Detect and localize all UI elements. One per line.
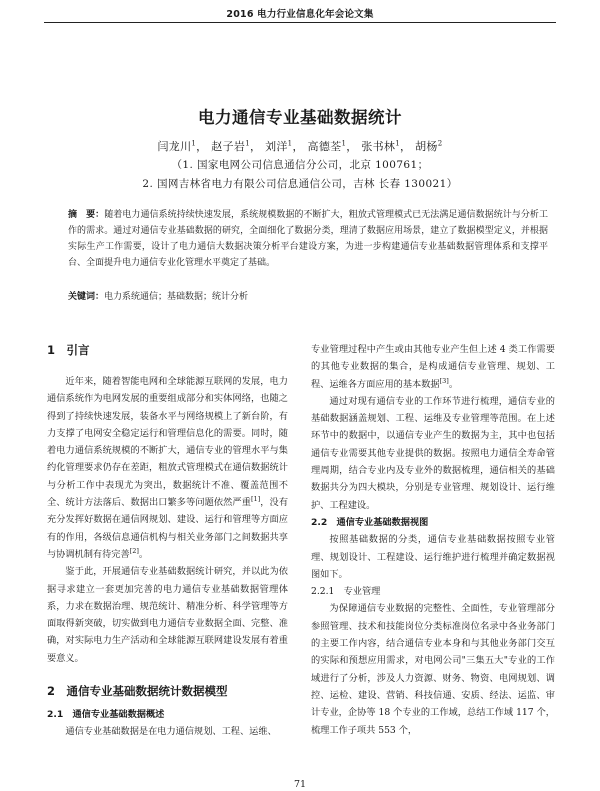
author-list: 闫龙川$^1$， 赵子岩$^1$， 刘洋$^1$， 高德荃$^1$， 张书林$^1$， 胡杨$^2$ bbox=[157, 139, 443, 153]
abstract-text: 随着电力通信系统持续快速发展，系统规模数据的不断扩大，粗放式管理模式已无法满足通信数据统计与分析工作的需求。通过对通信专业基础数据的研究，全面细化了数据分类，理清了数据应用场景，建立了数据模型定义，并根据实际生产工作需要，设计了电力通信大数据决策分析平台建设方案，为进一步构建通信专业基础数据管理体系和支撑平台、全面提升电力通信专业化管理水平奠定了基础。 bbox=[68, 210, 548, 268]
citation: [3] bbox=[439, 376, 449, 385]
keywords-label: 关键词： bbox=[68, 292, 105, 302]
author-affiliation-mark: 1 bbox=[245, 139, 250, 148]
affiliation-1: （1. 国家电网公司信息通信分公司，北京 100761； bbox=[171, 159, 429, 171]
author-name: 高德荃 bbox=[307, 140, 342, 153]
author-name: 张书林 bbox=[361, 140, 396, 153]
abstract bbox=[68, 207, 548, 271]
section-2-2-1-heading: 2.2.1 专业管理 bbox=[311, 586, 381, 598]
affiliation-2: 2. 国网吉林省电力有限公司信息通信公司，吉林 长春 130021） bbox=[142, 178, 458, 190]
author-name: 闫龙川 bbox=[157, 140, 192, 153]
section-2-heading: 2 通信专业基础数据统计数据模型 bbox=[47, 684, 228, 699]
paper-title: 电力通信专业基础数据统计 bbox=[198, 108, 402, 127]
left-column bbox=[47, 341, 288, 741]
header-rule bbox=[44, 22, 556, 23]
section-2-1-paragraph-1: 通信专业基础数据是在电力通信规划、工程、运维、 bbox=[65, 726, 277, 738]
section-1-paragraph-1: 近年来，随着智能电网和全球能源互联网的发展，电力通信系统作为电网发展的重要组成部分和实体网络，也随之得到了持续快速发展，装备水平与网络规模上了新台阶，有力支撑了电网安全稳定运行和管理信息化的需要。同时，随着电力通信系统规模的不断扩大，通信专业的管理水平与集约化管理要求仍存在差距，粗放式管理模式在通信数据统计与分析工作中表现尤为突出，数据统计不准、覆盖范围不全、统计方法落后、数据出口繁多等问题依然严重[1]，没有充分发挥好数据在通信网规划、建设、运行和管理等方面应有的作用，各级信息通信机构与相关业务部门之间数据共享与协调机制有待完善[2]。 bbox=[47, 376, 289, 560]
section-2-2-paragraph-1: 按照基础数据的分类，通信专业基础数据按照专业管理、规划设计、工程建设、运行维护进行梳理并确定数据视图如下。 bbox=[311, 534, 555, 580]
section-1-heading: 1 引言 bbox=[47, 343, 90, 357]
citation: [2] bbox=[129, 546, 139, 555]
author-affiliation-mark: 1 bbox=[287, 139, 293, 148]
section-2-1-paragraph-1-continued: 专业管理过程中产生或由其他专业产生但上述 4 类工作需要的其他专业数据的集合，是构成通信专业管理、规划、工程、运维各方面应用的基本数据[3]。 bbox=[311, 344, 555, 390]
running-header: 2016 电力行业信息化年会论文集 bbox=[226, 9, 374, 20]
author-affiliation-mark: 1 bbox=[395, 139, 400, 148]
author-name: 赵子岩 bbox=[211, 140, 246, 153]
keywords bbox=[68, 290, 548, 304]
section-1-paragraph-2: 鉴于此，开展通信专业基础数据统计研究，并以此为依据寻求建立一套更加完善的电力通信专业基础数据管理体系，力求在数据治理、规范统计、精准分析、科学管理等方面取得新突破，切实做到电力通信专业数据全面、完整、准确，对实际电力生产活动和全球能源互联网建设发展有着重要意义。 bbox=[47, 566, 288, 664]
author-name: 胡杨 bbox=[415, 140, 438, 153]
section-2-2-1-paragraph-1: 为保障通信专业数据的完整性、全面性，专业管理部分参照管理、技术和技能岗位分类标准岗位名录中各业务部门的主要工作内容，结合通信专业本身和与其他业务部门交互的实际和预想应用需求，对电网公司"三集五大"专业的工作域进行了分析，涉及人力资源、财务、物资、电网规划、调控、运检、建设、营销、科技信通、安质、经法、运监、审计专业，企协等 18 个专业的工作域，总结工作域 117 个，梳理工作子项共 553 个， bbox=[311, 603, 555, 736]
section-2-1-heading: 2.1 通信专业基础数据概述 bbox=[47, 709, 165, 721]
author-affiliation-mark: 2 bbox=[437, 139, 443, 148]
page-number: 71 bbox=[293, 779, 307, 790]
section-2-1-paragraph-2: 通过对现有通信专业的工作环节进行梳理，通信专业的基础数据涵盖规划、工程、运维及专业管理等范围。在上述环节中的数据中，以通信专业产生的数据为主，其中也包括通信专业需要其他专业提供的数据。按照电力通信全寿命管理周期，结合专业内及专业外的数据梳理，通信相关的基础数据共分为四大模块，分别是专业管理、规划设计、运行维护、工程建设。 bbox=[311, 395, 555, 511]
right-column bbox=[311, 341, 555, 739]
author-name: 刘洋 bbox=[265, 140, 288, 153]
author-affiliation-mark: 1 bbox=[191, 139, 197, 148]
citation: [1] bbox=[250, 495, 261, 504]
abstract-label: 摘 要： bbox=[68, 210, 105, 220]
keywords-text: 电力系统通信；基础数据；统计分析 bbox=[104, 292, 249, 302]
section-2-2-heading: 2.2 通信专业基础数据视图 bbox=[311, 516, 429, 528]
author-affiliation-mark: 1 bbox=[341, 139, 347, 148]
